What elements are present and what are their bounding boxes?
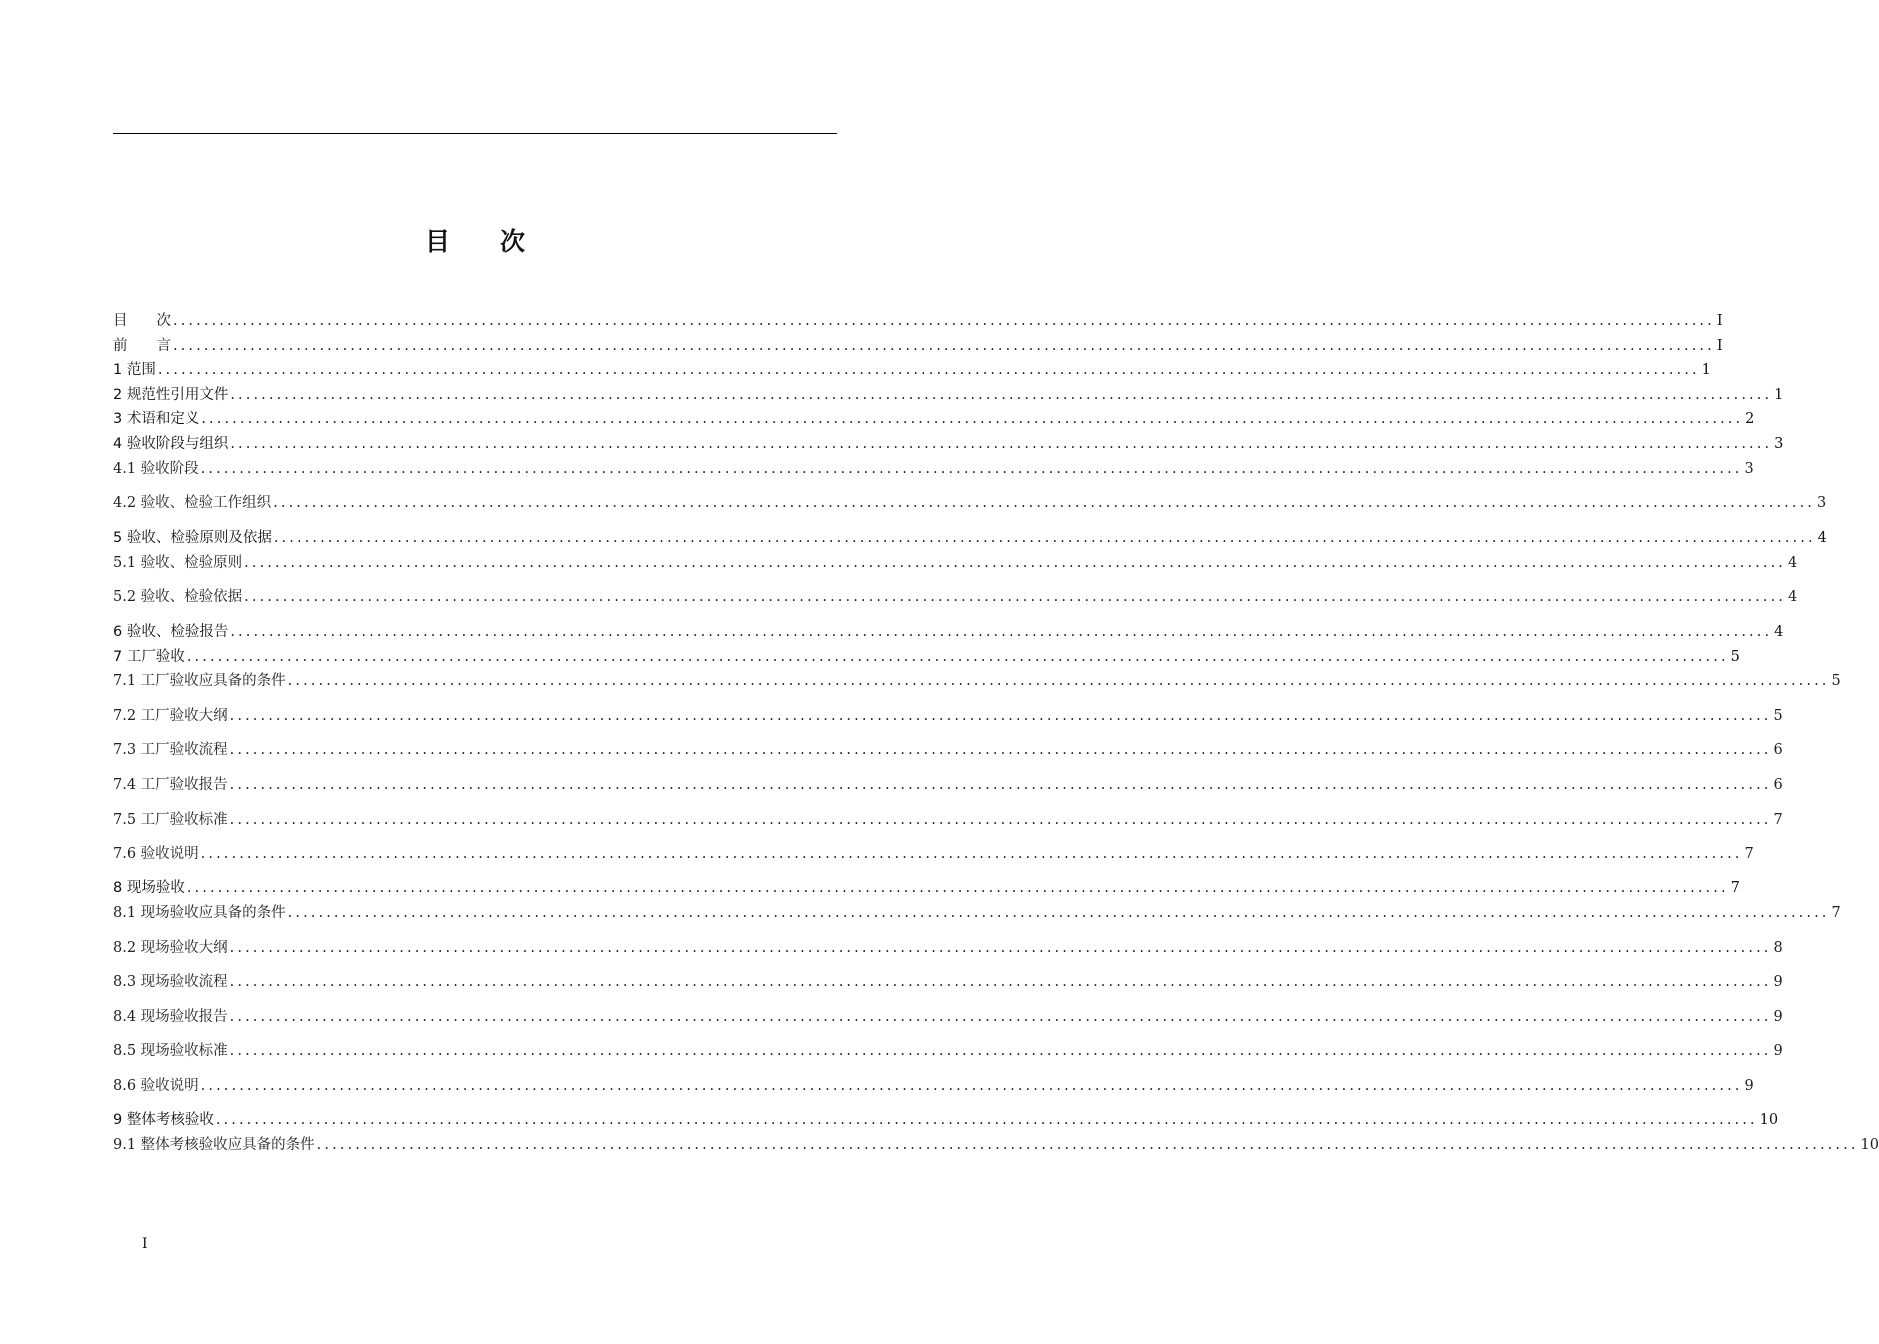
toc-entry-page: 2 bbox=[1745, 411, 1755, 427]
page-title: 目 次 bbox=[424, 227, 525, 256]
toc-entry[interactable] bbox=[113, 620, 1784, 644]
toc-dot-leader: ........................................................................................................................................................................................................ bbox=[244, 589, 1786, 605]
toc-dot-leader: ........................................................................................................................................................................................................ bbox=[229, 742, 1772, 758]
toc-entry-label: 4 验收阶段与组织 bbox=[113, 436, 229, 452]
toc-entry-page: 10 bbox=[1759, 1112, 1779, 1128]
toc-dot-leader: ........................................................................................................................................................................................................ bbox=[201, 411, 1744, 427]
toc-entry-page: 9 bbox=[1773, 1043, 1783, 1059]
toc-entry[interactable] bbox=[113, 936, 1783, 960]
toc-dot-leader: ........................................................................................................................................................................................................ bbox=[173, 338, 1715, 354]
toc-entry[interactable] bbox=[113, 1039, 1783, 1063]
toc-entry-label: 8.4 现场验收报告 bbox=[113, 1009, 228, 1025]
toc-entry-label: 8.3 现场验收流程 bbox=[113, 974, 228, 990]
toc-entry-label: 7.4 工厂验收报告 bbox=[113, 777, 228, 793]
toc-entry[interactable] bbox=[113, 309, 1723, 333]
toc-dot-leader: ........................................................................................................................................................................................................ bbox=[186, 649, 1729, 665]
toc-entry-label: 3 术语和定义 bbox=[113, 411, 200, 427]
toc-entry-page: 7 bbox=[1773, 812, 1783, 828]
toc-entry-page: 4 bbox=[1788, 589, 1798, 605]
toc-entry-page: 3 bbox=[1817, 495, 1827, 511]
toc-entry-label: 目 次 bbox=[113, 313, 171, 329]
toc-dot-leader: ........................................................................................................................................................................................................ bbox=[229, 708, 1772, 724]
toc-dot-leader: ........................................................................................................................................................................................................ bbox=[229, 974, 1772, 990]
toc-dot-leader: ........................................................................................................................................................................................................ bbox=[273, 530, 1816, 546]
toc-entry-label: 2 规范性引用文件 bbox=[113, 387, 229, 403]
toc-entry-label: 1 范围 bbox=[113, 362, 156, 378]
toc-entry[interactable] bbox=[113, 808, 1783, 832]
toc-dot-leader: ........................................................................................................................................................................................................ bbox=[229, 1009, 1772, 1025]
toc-entry-page: 7 bbox=[1744, 846, 1754, 862]
toc-entry-page: 9 bbox=[1773, 974, 1783, 990]
toc-entry[interactable] bbox=[113, 876, 1740, 900]
toc-entry[interactable] bbox=[113, 738, 1783, 762]
toc-dot-leader: ........................................................................................................................................................................................................ bbox=[230, 436, 1773, 452]
toc-entry-page: 3 bbox=[1774, 436, 1784, 452]
toc-entry[interactable] bbox=[113, 358, 1711, 382]
toc-entry[interactable] bbox=[113, 491, 1827, 515]
toc-entry-label: 8.6 验收说明 bbox=[113, 1078, 199, 1094]
toc-dot-leader: ........................................................................................................................................................................................................ bbox=[273, 495, 1815, 511]
toc-entry-page: 4 bbox=[1774, 624, 1784, 640]
toc-entry-page: 5 bbox=[1773, 708, 1783, 724]
toc-dot-leader: ........................................................................................................................................................................................................ bbox=[230, 624, 1773, 640]
toc-dot-leader: ........................................................................................................................................................................................................ bbox=[229, 777, 1772, 793]
toc-entry-label: 7.3 工厂验收流程 bbox=[113, 742, 228, 758]
toc-entry-label: 5 验收、检验原则及依据 bbox=[113, 530, 272, 546]
toc-dot-leader: ........................................................................................................................................................................................................ bbox=[229, 1043, 1772, 1059]
header-rule bbox=[113, 133, 837, 134]
toc-entry-page: 4 bbox=[1788, 555, 1798, 571]
toc-entry-label: 4.2 验收、检验工作组织 bbox=[113, 495, 272, 511]
toc-entry[interactable] bbox=[113, 645, 1740, 669]
toc-entry-label: 5.1 验收、检验原则 bbox=[113, 555, 243, 571]
toc-entry-page: 4 bbox=[1817, 530, 1827, 546]
toc-entry-label: 8.2 现场验收大纲 bbox=[113, 940, 228, 956]
toc-entry[interactable] bbox=[113, 773, 1783, 797]
toc-entry-label: 9 整体考核验收 bbox=[113, 1112, 214, 1128]
toc-entry[interactable] bbox=[113, 432, 1784, 456]
page-number: I bbox=[142, 1236, 148, 1252]
toc-dot-leader: ........................................................................................................................................................................................................ bbox=[229, 940, 1772, 956]
toc-entry[interactable] bbox=[113, 457, 1754, 481]
toc-entry-page: 1 bbox=[1701, 362, 1711, 378]
toc-entry-label: 6 验收、检验报告 bbox=[113, 624, 229, 640]
toc-dot-leader: ........................................................................................................................................................................................................ bbox=[287, 673, 1830, 689]
toc-entry[interactable] bbox=[113, 669, 1841, 693]
toc-entry-label: 8 现场验收 bbox=[113, 880, 185, 896]
toc-entry-label: 8.5 现场验收标准 bbox=[113, 1043, 228, 1059]
toc-entry[interactable] bbox=[113, 407, 1755, 431]
toc-entry-label: 前 言 bbox=[113, 338, 171, 354]
toc-entry[interactable] bbox=[113, 585, 1798, 609]
toc-entry-page: 7 bbox=[1730, 880, 1740, 896]
toc-dot-leader: ........................................................................................................................................................................................................ bbox=[200, 461, 1743, 477]
toc-dot-leader: ........................................................................................................................................................................................................ bbox=[200, 1078, 1743, 1094]
toc-entry-label: 7.1 工厂验收应具备的条件 bbox=[113, 673, 286, 689]
toc-entry[interactable] bbox=[113, 970, 1783, 994]
toc-dot-leader: ........................................................................................................................................................................................................ bbox=[173, 313, 1715, 329]
toc-entry-page: 5 bbox=[1730, 649, 1740, 665]
toc-entry-page: 9 bbox=[1744, 1078, 1754, 1094]
toc-entry[interactable] bbox=[113, 842, 1754, 866]
toc-entry-label: 7.5 工厂验收标准 bbox=[113, 812, 228, 828]
toc-dot-leader: ........................................................................................................................................................................................................ bbox=[186, 880, 1729, 896]
toc-dot-leader: ........................................................................................................................................................................................................ bbox=[287, 905, 1830, 921]
toc-dot-leader: ........................................................................................................................................................................................................ bbox=[230, 387, 1773, 403]
toc-dot-leader: ........................................................................................................................................................................................................ bbox=[157, 362, 1700, 378]
toc-entry-page: I bbox=[1716, 313, 1723, 329]
toc-entry[interactable] bbox=[113, 526, 1827, 550]
toc-entry-page: 8 bbox=[1773, 940, 1783, 956]
toc-entry[interactable] bbox=[113, 383, 1784, 407]
toc-entry[interactable] bbox=[113, 1005, 1783, 1029]
toc-entry-page: 10 bbox=[1860, 1137, 1879, 1153]
toc-entry-label: 7.6 验收说明 bbox=[113, 846, 199, 862]
toc-entry-page: 6 bbox=[1773, 777, 1783, 793]
toc-entry[interactable] bbox=[113, 334, 1723, 358]
toc-entry-page: 5 bbox=[1831, 673, 1841, 689]
toc-entry-page: 6 bbox=[1773, 742, 1783, 758]
toc-dot-leader: ........................................................................................................................................................................................................ bbox=[244, 555, 1786, 571]
toc-entry-page: 3 bbox=[1744, 461, 1754, 477]
toc-dot-leader: ........................................................................................................................................................................................................ bbox=[215, 1112, 1758, 1128]
toc-entry[interactable] bbox=[113, 1074, 1754, 1098]
toc-entry[interactable] bbox=[113, 1108, 1779, 1132]
toc-entry-page: 9 bbox=[1773, 1009, 1783, 1025]
toc-entry[interactable] bbox=[113, 901, 1841, 925]
toc-entry[interactable] bbox=[113, 1133, 1879, 1157]
toc-entry-label: 7.2 工厂验收大纲 bbox=[113, 708, 228, 724]
toc-entry-label: 4.1 验收阶段 bbox=[113, 461, 199, 477]
toc-entry[interactable] bbox=[113, 551, 1798, 575]
toc-entry-label: 7 工厂验收 bbox=[113, 649, 185, 665]
toc-dot-leader: ........................................................................................................................................................................................................ bbox=[229, 812, 1772, 828]
toc-entry-label: 5.2 验收、检验依据 bbox=[113, 589, 243, 605]
toc-entry-page: 1 bbox=[1774, 387, 1784, 403]
toc-entry-page: 7 bbox=[1831, 905, 1841, 921]
toc-entry-label: 8.1 现场验收应具备的条件 bbox=[113, 905, 286, 921]
toc-dot-leader: ........................................................................................................................................................................................................ bbox=[200, 846, 1743, 862]
toc-entry-page: I bbox=[1716, 338, 1723, 354]
toc-entry[interactable] bbox=[113, 704, 1783, 728]
toc-entry-label: 9.1 整体考核验收应具备的条件 bbox=[113, 1137, 315, 1153]
toc-dot-leader: ........................................................................................................................................................................................................ bbox=[316, 1137, 1859, 1153]
